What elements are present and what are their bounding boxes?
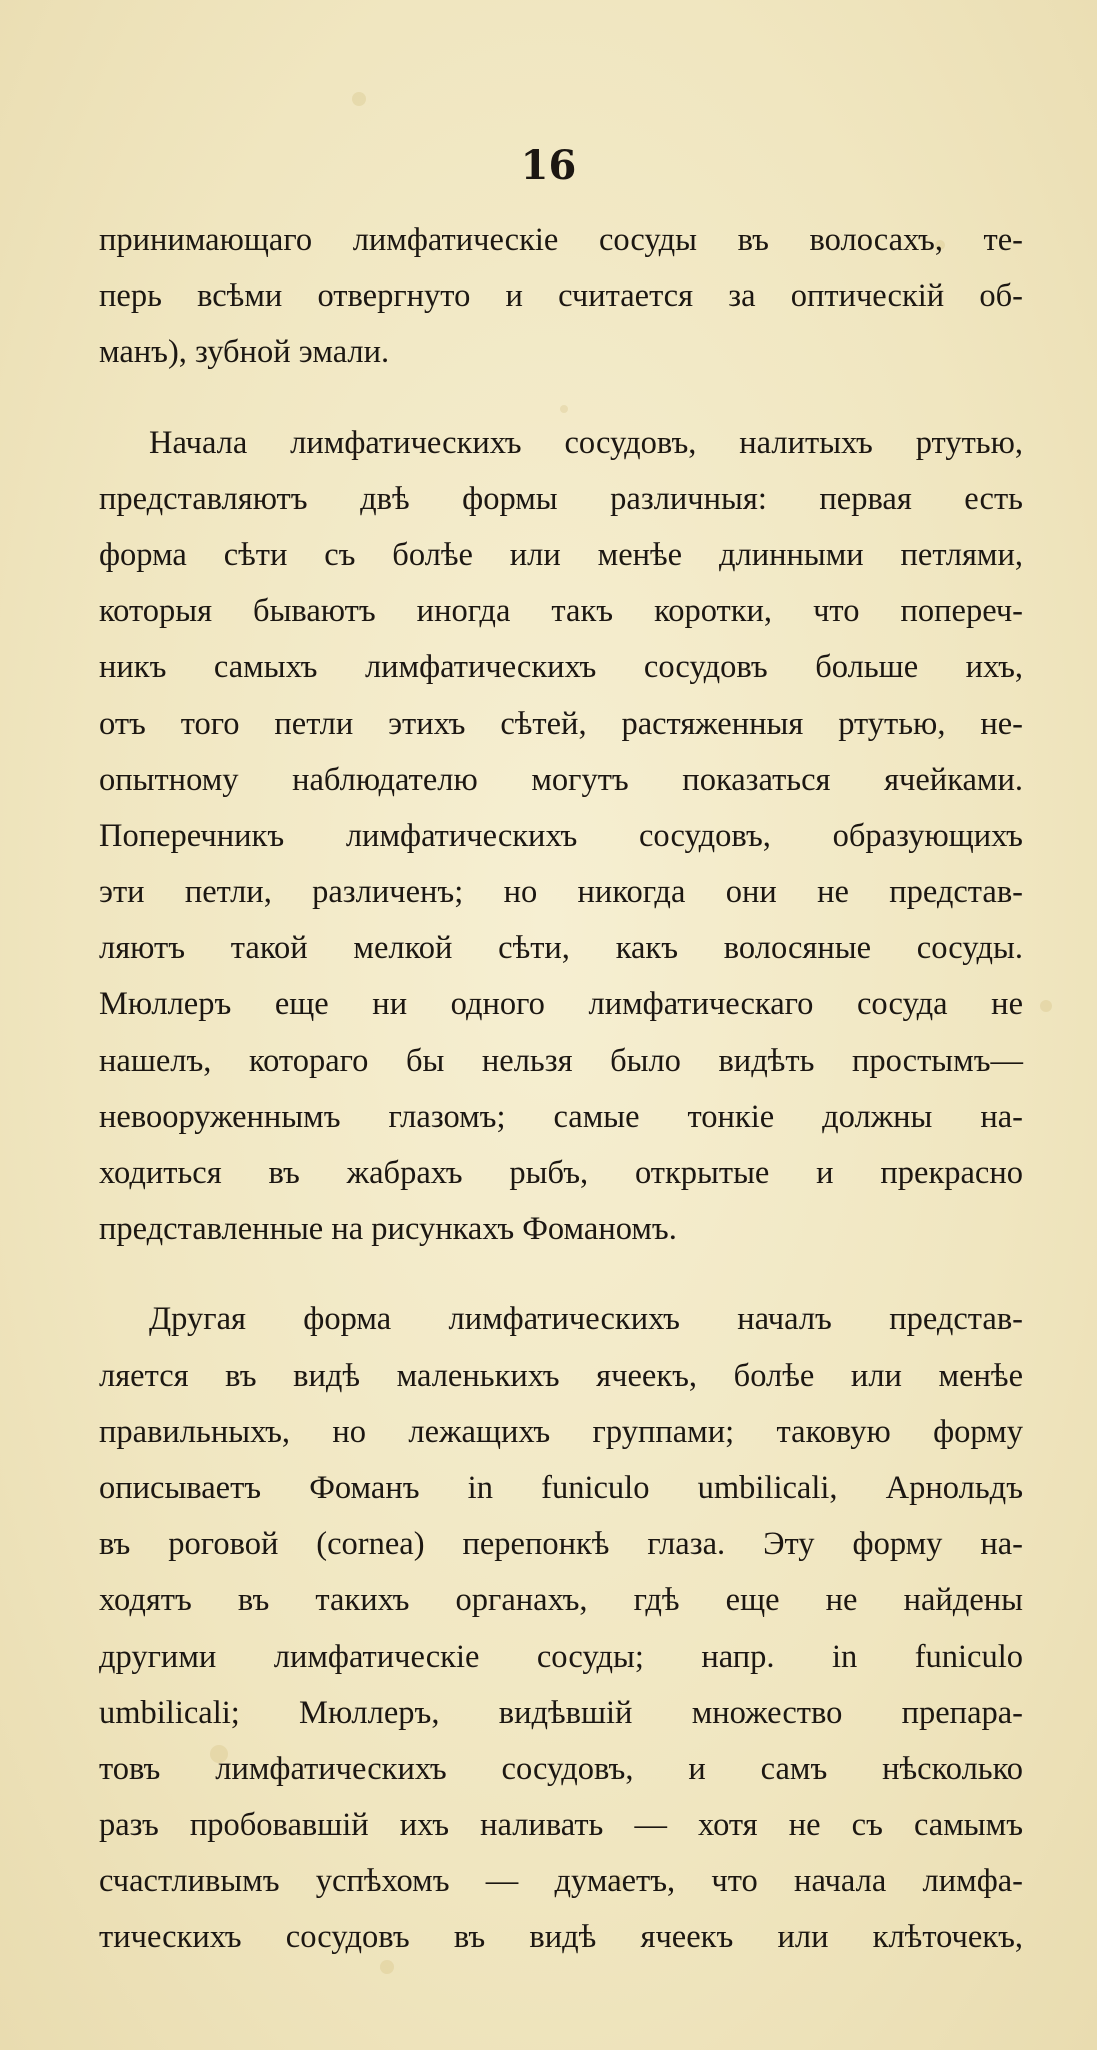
paragraph — [99, 415, 1023, 1258]
text-line: ходятъ въ такихъ органахъ, гдѣ еще не найдены — [99, 1582, 1023, 1619]
paragraph — [99, 212, 1023, 381]
text-line: Начала лимфатическихъ сосудовъ, налитыхъ ртутью, — [149, 424, 1023, 461]
text-line: манъ), зубной эмали. — [99, 334, 390, 371]
text-line: Поперечникъ лимфатическихъ сосудовъ, образующихъ — [99, 817, 1023, 854]
text-line: счастливымъ успѣхомъ — думаетъ, что начала лимфа- — [99, 1863, 1023, 1900]
paragraph-spacer — [99, 1257, 1023, 1291]
text-line: которыя бываютъ иногда такъ коротки, что попереч- — [99, 593, 1023, 630]
paragraph — [99, 1291, 1023, 1965]
text-line: Мюллеръ еще ни одного лимфатическаго сосуда не — [99, 986, 1023, 1023]
text-line: форма сѣти съ болѣе или менѣе длинными петлями, — [99, 536, 1023, 573]
text-line: представляютъ двѣ формы различныя: первая есть — [99, 480, 1023, 517]
text-line: разъ пробовавшій ихъ наливать — хотя не съ самымъ — [99, 1807, 1023, 1844]
page-number: 16 — [520, 142, 577, 189]
text-line: невооруженнымъ глазомъ; самые тонкіе должны на- — [99, 1098, 1023, 1135]
text-line: перь всѣми отвергнуто и считается за оптическій об- — [99, 278, 1023, 315]
text-line: ляютъ такой мелкой сѣти, какъ волосяные сосуды. — [99, 930, 1023, 967]
text-line: описываетъ Фоманъ in funiculo umbilicali, Арнольдъ — [99, 1469, 1023, 1506]
text-line: эти петли, различенъ; но никогда они не представ- — [99, 874, 1023, 911]
text-line: umbilicali; Мюллеръ, видѣвшій множество препара- — [99, 1694, 1023, 1731]
text-line: представленные на рисункахъ Фоманомъ. — [99, 1211, 677, 1248]
text-line: принимающаго лимфатическіе сосуды въ волосахъ, те- — [99, 222, 1023, 258]
paragraph-spacer — [99, 381, 1023, 415]
text-line: никъ самыхъ лимфатическихъ сосудовъ больше ихъ, — [99, 649, 1023, 686]
text-line: ляется въ видѣ маленькихъ ячеекъ, болѣе или менѣе — [99, 1357, 1023, 1394]
paper-stain — [352, 92, 366, 106]
text-line: тическихъ сосудовъ въ видѣ ячеекъ или клѣточекъ, — [99, 1919, 1023, 1956]
text-line: правильныхъ, но лежащихъ группами; таковую форму — [99, 1413, 1023, 1450]
text-line: Другая форма лимфатическихъ началъ представ- — [149, 1301, 1023, 1338]
text-line: другими лимфатическіе сосуды; напр. in funiculo — [99, 1638, 1023, 1675]
text-line: отъ того петли этихъ сѣтей, растяженныя ртутью, не- — [99, 705, 1023, 742]
body-text — [99, 212, 1023, 1966]
paper-stain — [1040, 1000, 1052, 1012]
text-line: опытному наблюдателю могутъ показаться ячейками. — [99, 761, 1023, 798]
text-line: въ роговой (cornea) перепонкѣ глаза. Эту форму на- — [99, 1526, 1023, 1563]
text-line: нашелъ, котораго бы нельзя было видѣть простымъ— — [99, 1042, 1023, 1079]
text-line: ходиться въ жабрахъ рыбъ, открытые и прекрасно — [99, 1155, 1023, 1191]
text-line: товъ лимфатическихъ сосудовъ, и самъ нѣсколько — [99, 1750, 1023, 1787]
